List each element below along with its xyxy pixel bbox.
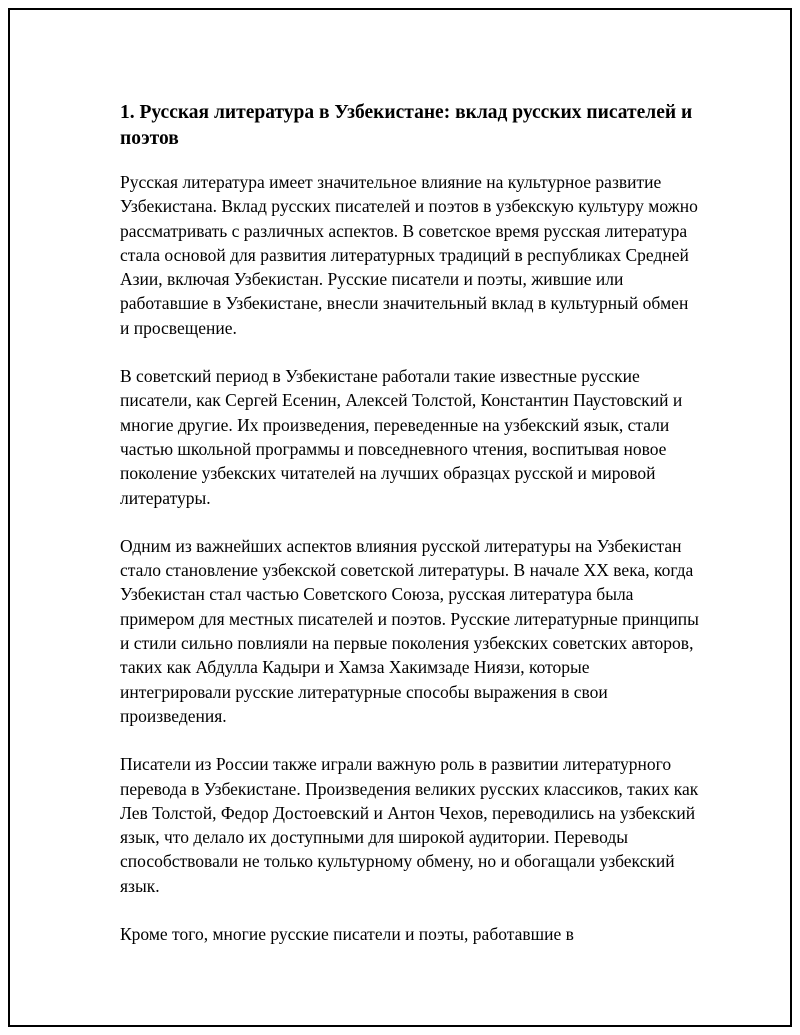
paragraph-1: Русская литература имеет значительное влияние на культурное развитие Узбекистана. Вклад русских писателей и поэтов в узбекскую культуру можно рассматривать с различных аспектов. В советское время русская литература стала основой для развития литературных традиций в республиках Средней Азии, включая Узбекистан. Русские писатели и поэты, жившие или работавшие в Узбекистане, внесли значительный вклад в культурный обмен и просвещение. [120,172,698,338]
paragraph-4: Писатели из России также играли важную роль в развитии литературного перевода в Узбекистане. Произведения великих русских классиков, таких как Лев Толстой, Федор Достоевский и Антон Чехов, переводились на узбекский язык, что делало их доступными для широкой аудитории. Переводы способствовали не только культурному обмену, но и обогащали узбекский язык. [120,754,699,896]
paragraph-2: В советский период в Узбекистане работали такие известные русские писатели, как Сергей Есенин, Алексей Толстой, Константин Паустовский и многие другие. Их произведения, переведенные на узбекский язык, стали частью школьной программы и повседневного чтения, воспитывая новое поколение узбекских читателей на лучших образцах русской и мировой литературы. [120,366,683,508]
page-frame [8,8,792,1027]
section-heading: 1. Русская литература в Узбекистане: вклад русских писателей и поэтов [120,102,693,149]
document-body [120,100,700,970]
paragraph-5: Кроме того, многие русские писатели и поэты, работавшие в [120,924,574,945]
paragraph-3: Одним из важнейших аспектов влияния русской литературы на Узбекистан стало становление узбекской советской литературы. В начале XX века, когда Узбекистан стал частью Советского Союза, русская литература была примером для местных писателей и поэтов. Русские литературные принципы и стили сильно повлияли на первые поколения узбекских советских авторов, таких как Абдулла Кадыри и Хамза Хакимзаде Ниязи, которые интегрировали русские литературные способы выражения в свои произведения. [120,535,699,726]
